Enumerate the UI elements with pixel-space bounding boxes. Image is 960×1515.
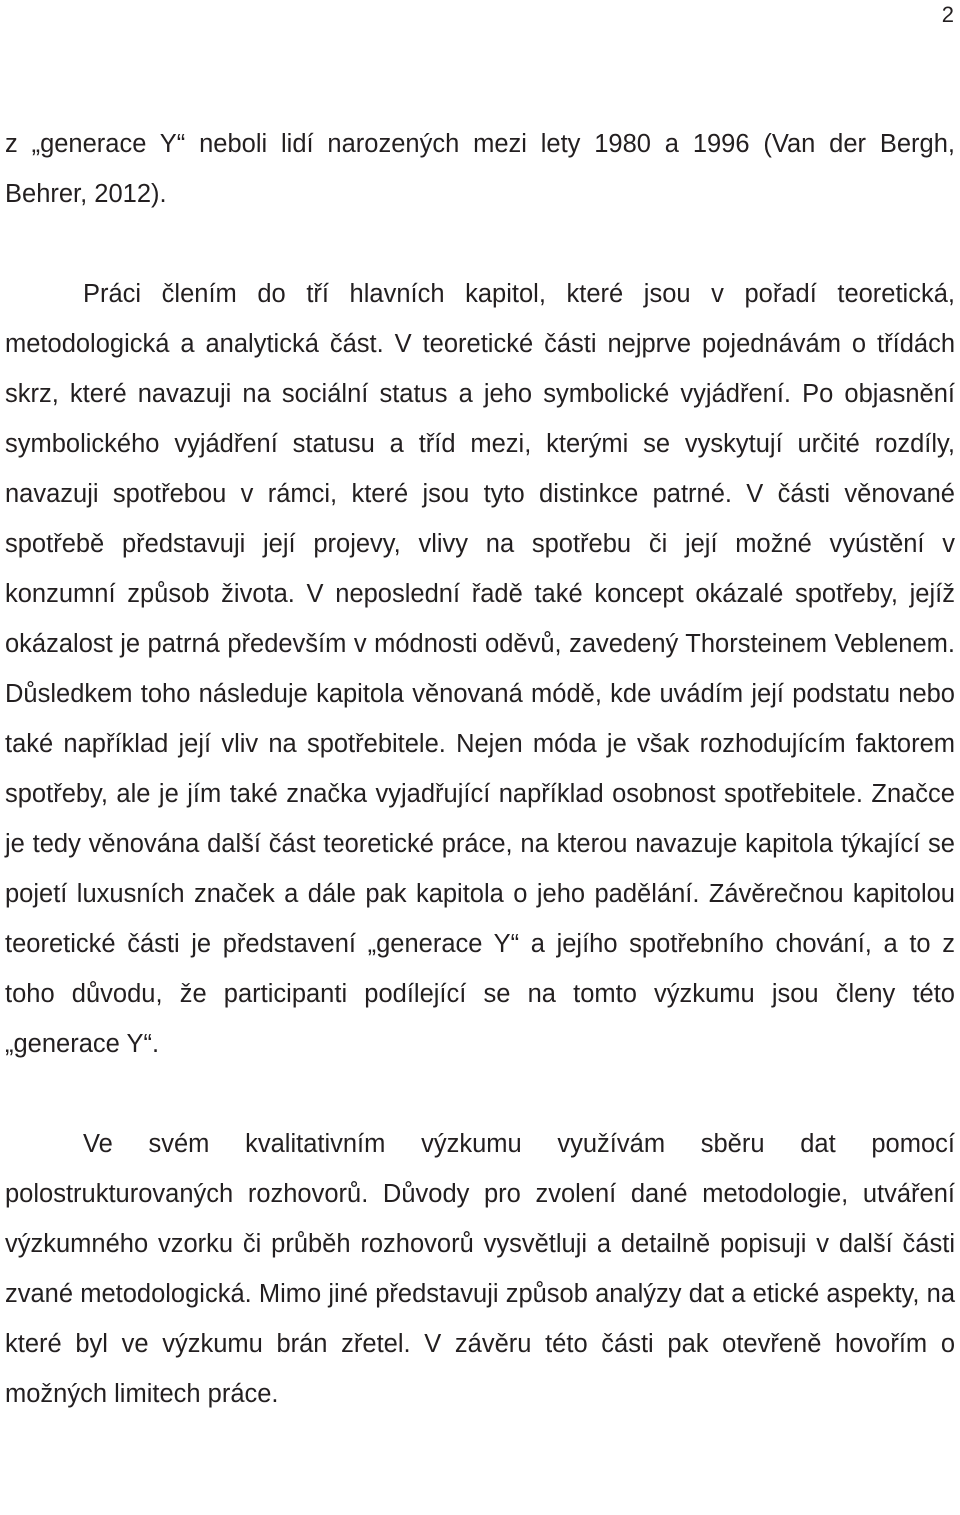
paragraph-spacer — [5, 219, 955, 269]
paragraph-methodology: Ve svém kvalitativním výzkumu využívám sběru dat pomocí polostrukturovaných rozhovorů. Důvody pro zvolení dané metodologie, utváření výzkumného vzorku či průběh rozhovorů vysvětluji a detailně popisuji v další části zvané metodologická. Mimo jiné představuji způsob analýzy dat a etické aspekty, na které byl ve výzkumu brán zřetel. V závěru této části pak otevřeně hovořím o možných limitech práce. — [5, 1130, 955, 1408]
document-body — [5, 119, 955, 1419]
paragraph-spacer — [5, 1069, 955, 1119]
paragraph-thesis-structure: Práci člením do tří hlavních kapitol, které jsou v pořadí teoretická, metodologická a analytická část. V teoretické části nejprve pojednávám o třídách skrz, které navazuji na sociální status a jeho symbolické vyjádření. Po objasnění symbolického vyjádření statusu a tříd mezi, kterými se vyskytují určité rozdíly, navazuji spotřebou v rámci, které jsou tyto distinkce patrné. V části věnované spotřebě představuji její projevy, vlivy na spotřebu či její možné vyústění v konzumní způsob života. V neposlední řadě také koncept okázalé spotřeby, jejíž okázalost je patrná především v módnosti oděvů, zavedený Thorsteinem Veblenem. Důsledkem toho následuje kapitola věnovaná módě, kde uvádím její podstatu nebo také například její vliv na spotřebitele. Nejen móda je však rozhodujícím faktorem spotřeby, ale je jím také značka vyjadřující například osobnost spotřebitele. Značce je tedy věnována další část teoretické práce, na kterou navazuje kapitola týkající se pojetí luxusních značek a dále pak kapitola o jeho padělání. Závěrečnou kapitolou teoretické části je představení „generace Y“ a jejího spotřebního chování, a to z toho důvodu, že participanti podílející se na tomto výzkumu jsou členy této „generace Y“. — [5, 280, 955, 1058]
page-number: 2 — [941, 2, 954, 27]
paragraph-continuation: z „generace Y“ neboli lidí narozených mezi lety 1980 a 1996 (Van der Bergh, Behrer, 2012). — [5, 130, 955, 208]
